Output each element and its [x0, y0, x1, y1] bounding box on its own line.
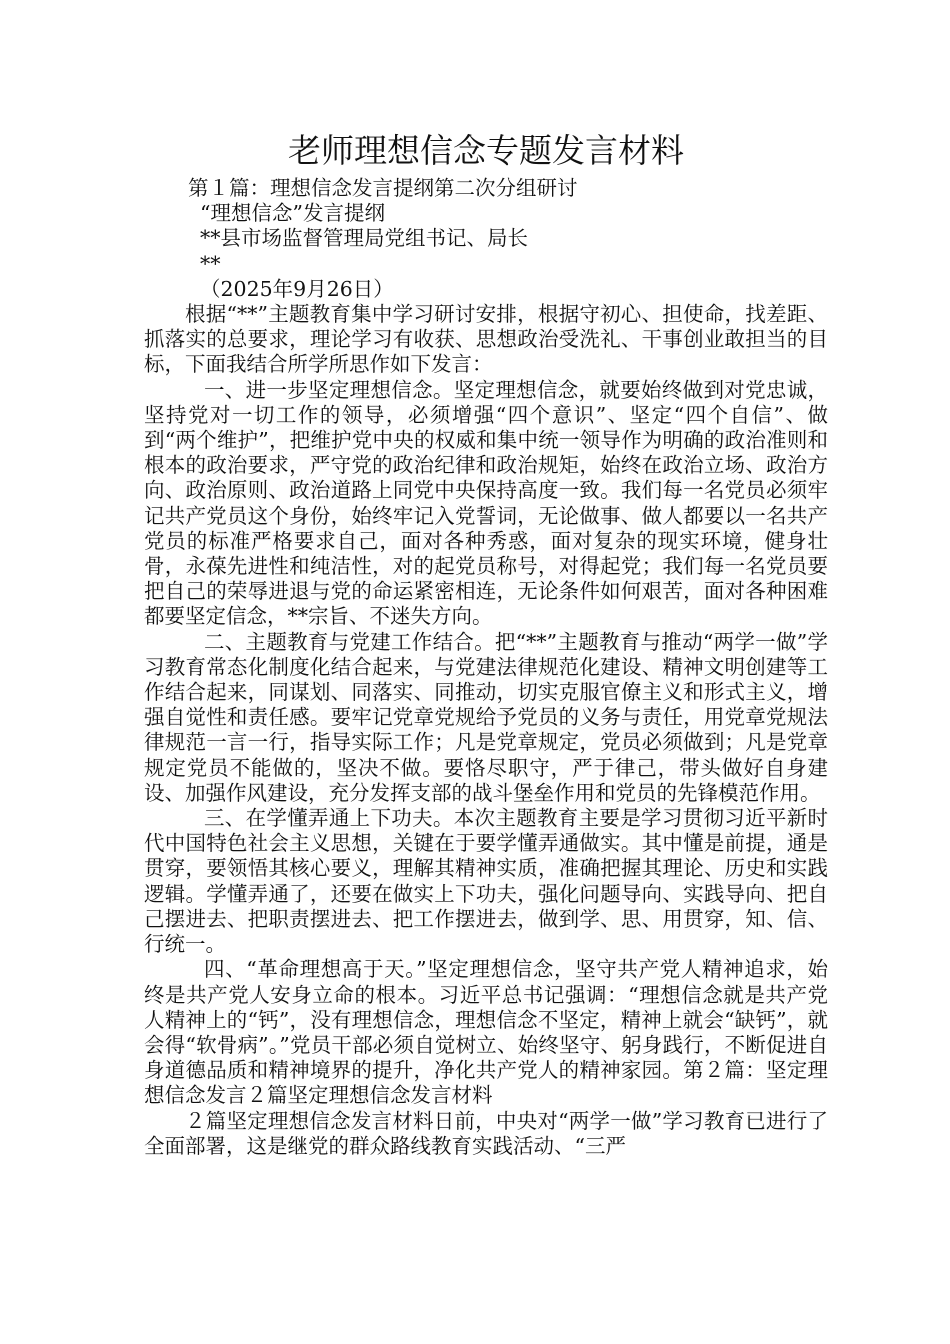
paragraph-point-2: 二、主题教育与党建工作结合。把“**”主题教育与推动“两学一做”学习教育常态化制度化结合起来，与党建法律规范化建设、精神文明创建等工作结合起来，同谋划、同落实、同推动，切实克服官僚主义和形式主义，增强自觉性和责任感。要牢记党章党规给予党员的义务与责任，用党章党规法律规范一言一行，指导实际工作；凡是党章规定，党员必须做到；凡是党章规定党员不能做的，坚决不做。要恪尽职守，严于律己，带头做好自身建设、加强作风建设，充分发挥支部的战斗堡垒作用和党员的先锋模范作用。 [144, 629, 828, 805]
paragraph-point-3: 三、在学懂弄通上下功夫。本次主题教育主要是学习贯彻习近平新时代中国特色社会主义思想，关键在于要学懂弄通做实。其中懂是前提，通是贯穿，要领悟其核心要义，理解其精神实质，准确把握其理论、历史和实践逻辑。学懂弄通了，还要在做实上下功夫，强化问题导向、实践导向、把自己摆进去、把职责摆进去、把工作摆进去，做到学、思、用贯穿，知、信、行统一。 [144, 806, 828, 957]
paragraph-intro: 根据“**”主题教育集中学习研讨安排，根据守初心、担使命，找差距、抓落实的总要求，理论学习有收获、思想政治受洗礼、干事创业敢担当的目标，下面我结合所学所思作如下发言： [144, 302, 828, 377]
speaker-position: **县市场监督管理局党组书记、局长 [200, 226, 528, 251]
paragraph-point-1: 一、进一步坚定理想信念。坚定理想信念，就要始终做到对党忠诚，坚持党对一切工作的领导，必须增强“四个意识”、坚定“四个自信”、做到“两个维护”，把维护党中央的权威和集中统一领导作为明确的政治准则和根本的政治要求，严守党的政治纪律和政治规矩，始终在政治立场、政治方向、政治原则、政治道路上同党中央保持高度一致。我们每一名党员必须牢记共产党员这个身份，始终牢记入党誓词，无论做事、做人都要以一名共产党员的标准严格要求自己，面对各种秀惑，面对复杂的现实环境，健身壮骨，永葆先进性和纯洁性，对的起党员称号，对得起党；我们每一名党员要把自己的荣辱进退与党的命运紧密相连，无论条件如何艰苦，面对各种困难都要坚定信念，**宗旨、不迷失方向。 [144, 377, 828, 629]
speech-date: （2025年9月26日） [200, 276, 394, 301]
paragraph-point-4: 四、“革命理想高于天。”坚定理想信念，坚守共产党人精神追求，始终是共产党人安身立命的根本。习近平总书记强调：“理想信念就是共产党人精神上的“钙”，没有理想信念，理想信念不坚定，精神上就会“缺钙”，就会得“软骨病”。”党员干部必须自觉树立、始终坚守、躬身践行，不断促进自身道德品质和精神境界的提升，净化共产党人的精神家园。第２篇：坚定理想信念发言２篇坚定理想信念发言材料 [144, 957, 828, 1108]
document-title: 老师理想信念专题发言材料 [288, 131, 684, 170]
outline-title: “理想信念”发言提纲 [200, 201, 385, 226]
section-heading-1: 第１篇：理想信念发言提纲第二次分组研讨 [188, 176, 578, 200]
speaker-name: ** [200, 251, 221, 276]
paragraph-article-2: ２篇坚定理想信念发言材料日前，中央对“两学一做”学习教育已进行了全面部署，这是继党的群众路线教育实践活动、“三严 [144, 1108, 828, 1158]
document-page [144, 128, 828, 1159]
